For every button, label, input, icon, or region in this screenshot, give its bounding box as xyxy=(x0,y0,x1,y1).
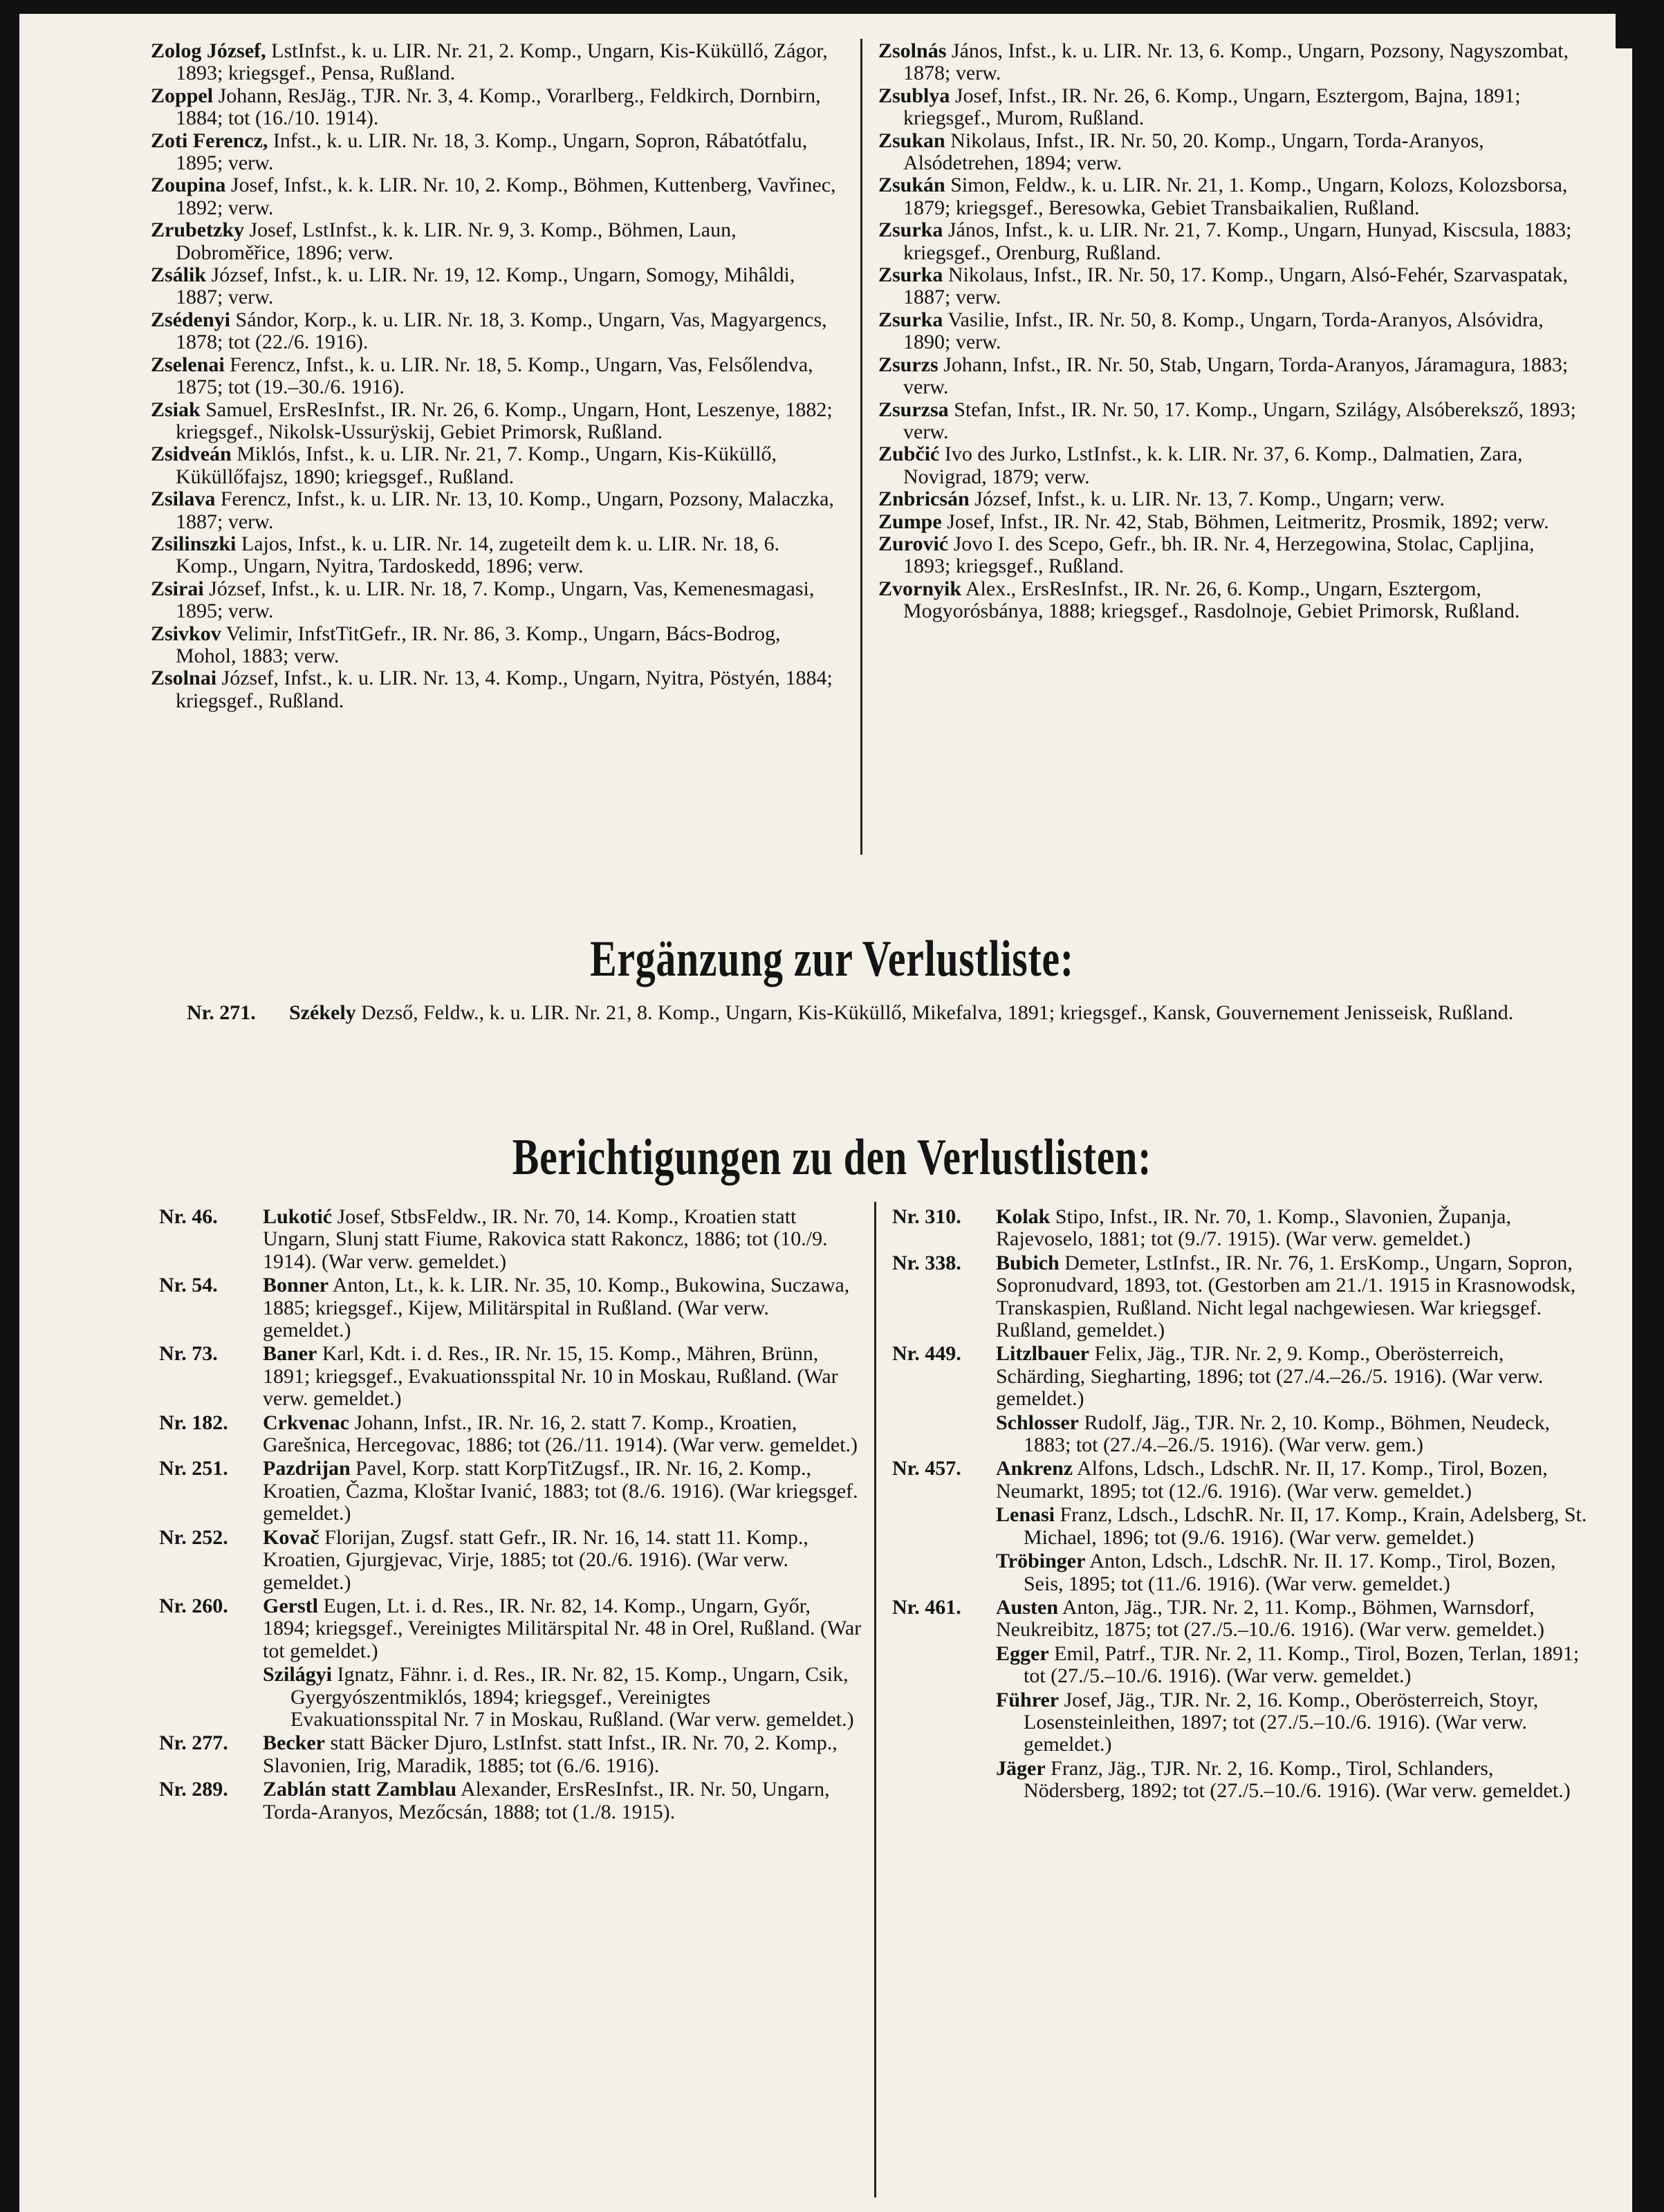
entry-details: Anton, Ldsch., LdschR. Nr. II. 17. Komp., Tirol, Bozen, Seis, 1895; tot (11./6. 1916). (War verw. gemeldet.) xyxy=(1024,1550,1556,1595)
entry-number: Nr. 271. xyxy=(187,1001,256,1024)
list-entry xyxy=(151,354,844,399)
correction-sub-entry xyxy=(892,1643,1588,1688)
scan-border-right xyxy=(1632,0,1664,2212)
entry-surname: Austen xyxy=(996,1595,1059,1619)
entry-surname: Zsurzsa xyxy=(878,398,949,421)
entry-details: Simon, Feldw., k. u. LIR. Nr. 21, 1. Komp., Ungarn, Kolozs, Kolozsborsa, 1879; kriegsgef., Beresowka, Gebiet Transbaikalien, Rußland. xyxy=(903,174,1568,219)
entry-surname: Zsurka xyxy=(878,219,943,242)
entry-details: Stefan, Infst., IR. Nr. 50, 17. Komp., Ungarn, Szilágy, Alsóbereksző, 1893; verw. xyxy=(903,398,1576,443)
entry-surname: Baner xyxy=(263,1342,317,1366)
entry-details: Emil, Patrf., TJR. Nr. 2, 11. Komp., Tirol, Bozen, Terlan, 1891; tot (27./5.–10./6. 1916). (War verw. gemeldet.) xyxy=(1024,1642,1580,1688)
entry-details: Infst., k. u. LIR. Nr. 18, 3. Komp., Ungarn, Sopron, Rábatótfalu, 1895; verw. xyxy=(176,129,808,175)
entry-surname: Bubich xyxy=(996,1251,1060,1274)
entry-details: Josef, Infst., k. k. LIR. Nr. 10, 2. Komp., Böhmen, Kuttenberg, Vavřinec, 1892; verw. xyxy=(176,174,836,219)
entry-number: Nr. 73. xyxy=(159,1342,218,1366)
correction-entry xyxy=(892,1458,1588,1503)
entry-details: Samuel, ErsResInfst., IR. Nr. 26, 6. Komp., Ungarn, Hont, Leszenye, 1882; kriegsgef., Nikolsk-Ussurÿskij, Gebiet Primorsk, Rußland. xyxy=(176,398,833,443)
entry-number: Nr. 277. xyxy=(159,1731,228,1755)
entry-number: Nr. 260. xyxy=(159,1594,228,1617)
correction-entry xyxy=(892,1206,1588,1251)
entry-surname: Zsurzs xyxy=(878,353,939,376)
entry-details: József, Infst., k. u. LIR. Nr. 13, 4. Komp., Ungarn, Nyitra, Pöstyén, 1884; kriegsgef., Rußland. xyxy=(176,667,833,712)
list-entry xyxy=(878,443,1577,488)
entry-details: Alfons, Ldsch., LdschR. Nr. II, 17. Komp., Tirol, Bozen, Neumarkt, 1895; tot (12./6. 1916). (War verw. gemeldet.) xyxy=(996,1457,1548,1503)
entry-surname: Zsolnás xyxy=(878,39,947,62)
column-divider-top xyxy=(860,39,862,855)
entry-number: Nr. 338. xyxy=(892,1251,961,1274)
entry-surname: Zurović xyxy=(878,532,949,555)
entry-details: Jovo I. des Scepo, Gefr., bh. IR. Nr. 4, Herzegowina, Stolac, Capljina, 1893; kriegsgef., Rußland. xyxy=(903,532,1535,578)
entry-surname: Pazdrijan xyxy=(263,1457,351,1480)
list-entry xyxy=(878,399,1577,444)
entry-surname: Zsivkov xyxy=(151,622,221,645)
entry-details: Demeter, LstInfst., IR. Nr. 76, 1. ErsKomp., Ungarn, Sopron, Sopronudvard, 1893, tot. (Gestorben am 21./1. 1915 in Krasnowodsk, Transkaspien, Rußland. Nicht legal nachgewiesen. War kriegsgef. Rußland, gemeldet.) xyxy=(996,1251,1576,1342)
entry-number: Nr. 54. xyxy=(159,1274,218,1297)
correction-entry xyxy=(159,1732,862,1777)
entry-surname: Zoti Ferencz, xyxy=(151,129,268,152)
entry-surname: Zsurka xyxy=(878,308,943,331)
entry-details: Josef, Infst., IR. Nr. 26, 6. Komp., Ungarn, Esztergom, Bajna, 1891; kriegsgef., Murom, Rußland. xyxy=(903,84,1521,130)
supplement-heading: Ergänzung zur Verlustliste: xyxy=(590,931,1074,987)
entry-details: Ferencz, Infst., k. u. LIR. Nr. 18, 5. Komp., Ungarn, Vas, Felsőlendva, 1875; tot (19.–30./6. 1916). xyxy=(176,353,813,399)
list-entry xyxy=(878,488,1577,510)
entry-surname: Crkvenac xyxy=(263,1411,349,1434)
scan-corner xyxy=(1616,0,1664,48)
list-entry xyxy=(878,130,1577,175)
entry-surname: Zsédenyi xyxy=(151,308,231,331)
entry-surname: Szilágyi xyxy=(263,1663,333,1686)
entry-surname: Becker xyxy=(263,1731,325,1755)
entry-number: Nr. 457. xyxy=(892,1457,961,1480)
entry-surname: Lukotić xyxy=(263,1205,333,1228)
entry-details: Ivo des Jurko, LstInfst., k. k. LIR. Nr. 37, 6. Komp., Dalmatien, Zara, Novigrad, 1879; verw. xyxy=(903,443,1523,488)
entry-surname: Jäger xyxy=(996,1756,1046,1780)
entry-details: Ferencz, Infst., k. u. LIR. Nr. 13, 10. Komp., Ungarn, Pozsony, Malaczka, 1887; verw. xyxy=(176,487,834,533)
entry-details: Josef, LstInfst., k. k. LIR. Nr. 9, 3. Komp., Böhmen, Laun, Dobroměřice, 1896; verw. xyxy=(176,219,737,264)
list-entry xyxy=(151,488,844,533)
list-entry xyxy=(151,399,844,444)
entry-surname: Lenasi xyxy=(996,1503,1055,1527)
scan-border-left xyxy=(0,0,19,2212)
entry-surname: Zsálik xyxy=(151,263,207,287)
correction-sub-entry xyxy=(892,1758,1588,1803)
list-entry xyxy=(878,219,1577,264)
entry-surname: Zsidveán xyxy=(151,443,232,466)
entry-details: Anton, Lt., k. k. LIR. Nr. 35, 10. Komp., Bukowina, Suczawa, 1885; kriegsgef., Kijew, Militärspital in Rußland. (War verw. gemeldet.) xyxy=(263,1274,850,1342)
entry-details: Alexander, ErsResInfst., IR. Nr. 50, Ungarn, Torda-Aranyos, Mezőcsán, 1888; tot (1./8. 1915). xyxy=(263,1778,830,1823)
entry-number: Nr. 251. xyxy=(159,1457,228,1480)
entry-number: Nr. 46. xyxy=(159,1205,218,1228)
list-entry xyxy=(151,264,844,309)
entry-surname: Zablán statt Zamblau xyxy=(263,1778,457,1801)
entry-details: LstInfst., k. u. LIR. Nr. 21, 2. Komp., Ungarn, Kis-Küküllő, Zágor, 1893; kriegsgef., Pensa, Rußland. xyxy=(176,39,828,85)
entry-details: Eugen, Lt. i. d. Res., IR. Nr. 82, 14. Komp., Ungarn, Győr, 1894; kriegsgef., Vereinigtes Militärspital Nr. 48 in Orel, Rußland. (War tot gemeldet.) xyxy=(263,1594,862,1662)
entry-details: Johann, Infst., IR. Nr. 50, Stab, Ungarn, Torda-Aranyos, Járamagura, 1883; verw. xyxy=(903,353,1569,399)
correction-entry xyxy=(159,1778,862,1823)
entry-surname: Znbricsán xyxy=(878,487,970,511)
column-divider-bottom xyxy=(874,1202,876,2197)
entry-details: Pavel, Korp. statt KorpTitZugsf., IR. Nr. 16, 2. Komp., Kroatien, Čazma, Kloštar Ivanić, 1883; tot (8./6. 1916). (War kriegsgef. gemeldet.) xyxy=(263,1457,858,1525)
entry-surname: Zsiak xyxy=(151,398,201,421)
entry-details: Josef, Jäg., TJR. Nr. 2, 16. Komp., Oberösterreich, Stoyr, Losensteinleithen, 1897; tot (27./5.–10./6. 1916). (War verw. gemeldet.) xyxy=(1024,1688,1539,1756)
list-entry xyxy=(878,309,1577,354)
list-entry xyxy=(878,354,1577,399)
entry-details: József, Infst., k. u. LIR. Nr. 19, 12. Komp., Ungarn, Somogy, Mihâldi, 1887; verw. xyxy=(176,263,795,309)
list-entry xyxy=(151,174,844,219)
entry-surname: Zsublya xyxy=(878,84,950,107)
scan-border-top xyxy=(0,0,1664,14)
entry-number: Nr. 252. xyxy=(159,1525,228,1549)
entry-details: János, Infst., k. u. LIR. Nr. 13, 6. Komp., Ungarn, Pozsony, Nagyszombat, 1878; verw. xyxy=(903,39,1569,85)
entry-number: Nr. 182. xyxy=(159,1411,228,1434)
entry-details: Anton, Jäg., TJR. Nr. 2, 11. Komp., Böhmen, Warnsdorf, Neukreibitz, 1875; tot (27./5.–10./6. 1916). (War verw. gemeldet.) xyxy=(996,1595,1544,1642)
entry-details: Nikolaus, Infst., IR. Nr. 50, 20. Komp., Ungarn, Torda-Aranyos, Alsódetrehen, 1894; verw. xyxy=(903,129,1484,175)
correction-sub-entry xyxy=(892,1689,1588,1756)
entry-surname: Litzlbauer xyxy=(996,1342,1089,1366)
corrections-right-column xyxy=(892,1206,1588,1804)
correction-entry xyxy=(159,1527,862,1594)
correction-sub-entry xyxy=(892,1550,1588,1595)
correction-entry xyxy=(159,1274,862,1341)
entry-surname: Zsilinszki xyxy=(151,532,237,555)
list-entry xyxy=(151,578,844,623)
list-entry xyxy=(151,667,844,712)
list-entry xyxy=(878,85,1577,130)
entry-surname: Zolog József, xyxy=(151,39,266,62)
entry-surname: Tröbinger xyxy=(996,1550,1086,1573)
entry-details: Franz, Jäg., TJR. Nr. 2, 16. Komp., Tirol, Schlanders, Nödersberg, 1892; tot (27./5.–10./6. 1916). (War verw. gemeldet.) xyxy=(1024,1756,1571,1803)
list-entry xyxy=(151,85,844,130)
entry-surname: Zumpe xyxy=(878,510,942,533)
entry-details: Josef, Infst., IR. Nr. 42, Stab, Böhmen, Leitmeritz, Prosmik, 1892; verw. xyxy=(947,510,1549,533)
list-entry xyxy=(151,443,844,488)
entry-details: Johann, ResJäg., TJR. Nr. 3, 4. Komp., Vorarlberg., Feldkirch, Dornbirn, 1884; tot (16./10. 1914). xyxy=(176,84,821,130)
entry-details: Sándor, Korp., k. u. LIR. Nr. 18, 3. Komp., Ungarn, Vas, Magyargencs, 1878; tot (22./6. 1916). xyxy=(176,308,827,354)
entry-details: Ignatz, Fähnr. i. d. Res., IR. Nr. 82, 15. Komp., Ungarn, Csik, Gyergyószentmiklós, 1894; kriegsgef., Vereinigtes Evakuationsspital Nr. 7 in Moskau, Rußland. (War verw. gemeldet.) xyxy=(290,1663,854,1731)
entry-details: Josef, StbsFeldw., IR. Nr. 70, 14. Komp., Kroatien statt Ungarn, Slunj statt Fiume, Rakovica statt Rakoncz, 1886; tot (10./9. 1914). (War verw. gemeldet.) xyxy=(263,1205,828,1273)
entry-details: János, Infst., k. u. LIR. Nr. 21, 7. Komp., Ungarn, Hunyad, Kiscsula, 1883; kriegsgef., Orenburg, Rußland. xyxy=(903,219,1572,264)
list-entry xyxy=(151,309,844,354)
entry-details: Felix, Jäg., TJR. Nr. 2, 9. Komp., Oberösterreich, Schärding, Siegharting, 1896; tot (27./4.–26./5. 1916). (War verw. gemeldet.) xyxy=(996,1342,1544,1411)
entry-surname: Egger xyxy=(996,1642,1049,1665)
entry-details: Lajos, Infst., k. u. LIR. Nr. 14, zugeteilt dem k. u. LIR. Nr. 18, 6. Komp., Ungarn, Nyitra, Tardoskedd, 1896; verw. xyxy=(176,532,780,578)
entry-details: Vasilie, Infst., IR. Nr. 50, 8. Komp., Ungarn, Torda-Aranyos, Alsóvidra, 1890; verw. xyxy=(903,308,1544,354)
correction-entry xyxy=(159,1595,862,1662)
correction-entry xyxy=(892,1252,1588,1342)
entry-details: Rudolf, Jäg., TJR. Nr. 2, 10. Komp., Böhmen, Neudeck, 1883; tot (27./4.–26./5. 1916). (War verw. gem.) xyxy=(1024,1411,1551,1457)
entry-surname: Zsolnai xyxy=(151,667,217,690)
entry-surname: Zsurka xyxy=(878,263,943,287)
list-entry xyxy=(878,511,1577,533)
casualty-list-left-column xyxy=(151,40,844,712)
entry-details: József, Infst., k. u. LIR. Nr. 18, 7. Komp., Ungarn, Vas, Kemenesmagasi, 1895; verw. xyxy=(176,577,815,623)
correction-entry xyxy=(892,1597,1588,1642)
entry-details: Johann, Infst., IR. Nr. 16, 2. statt 7. Komp., Kroatien, Garešnica, Hercegovac, 1886; tot (26./11. 1914). (War verw. gemeldet.) xyxy=(263,1411,858,1457)
entry-details: statt Bäcker Djuro, LstInfst. statt Infst., IR. Nr. 70, 2. Komp., Slavonien, Irig, Maradik, 1885; tot (6./6. 1916). xyxy=(263,1731,838,1777)
entry-details: Stipo, Infst., IR. Nr. 70, 1. Komp., Slavonien, Županja, Rajevoselo, 1881; tot (9./7. 1915). (War verw. gemeldet.) xyxy=(996,1205,1511,1251)
supplement-entry xyxy=(187,1001,1664,1025)
list-entry xyxy=(878,40,1577,85)
corrections-heading: Berichtigungen zu den Verlustlisten: xyxy=(512,1129,1152,1186)
entry-details: Franz, Ldsch., LdschR. Nr. II, 17. Komp., Krain, Adelsberg, St. Michael, 1896; tot (9./6. 1916). (War verw. gemeldet.) xyxy=(1024,1503,1587,1549)
correction-entry xyxy=(159,1458,862,1525)
correction-sub-entry xyxy=(892,1412,1588,1457)
entry-details: Karl, Kdt. i. d. Res., IR. Nr. 15, 15. Komp., Mähren, Brünn, 1891; kriegsgef., Evakuationsspital Nr. 10 in Moskau, Rußland. (War verw. gemeldet.) xyxy=(263,1342,838,1411)
entry-details: József, Infst., k. u. LIR. Nr. 13, 7. Komp., Ungarn; verw. xyxy=(974,487,1445,511)
entry-number: Nr. 461. xyxy=(892,1595,961,1619)
entry-surname: Zoppel xyxy=(151,84,214,107)
entry-surname: Zoupina xyxy=(151,174,226,197)
entry-surname: Zsirai xyxy=(151,577,204,600)
entry-details: Florijan, Zugsf. statt Gefr., IR. Nr. 16, 14. statt 11. Komp., Kroatien, Gjurgjevac, Virje, 1885; tot (20./6. 1916). (War verw. gemeldet.) xyxy=(263,1525,808,1594)
casualty-list-right-column xyxy=(878,40,1577,623)
correction-entry xyxy=(159,1206,862,1273)
list-entry xyxy=(151,40,844,85)
entry-surname: Zselenai xyxy=(151,353,225,376)
list-entry xyxy=(878,533,1577,578)
entry-surname: Zrubetzky xyxy=(151,219,244,242)
entry-surname: Führer xyxy=(996,1688,1060,1711)
entry-surname: Zubčić xyxy=(878,443,940,466)
entry-surname: Zsukan xyxy=(878,129,945,152)
entry-number: Nr. 289. xyxy=(159,1778,228,1801)
correction-entry xyxy=(159,1412,862,1457)
entry-surname: Kovač xyxy=(263,1525,320,1549)
entry-surname: Zsukán xyxy=(878,174,945,197)
list-entry xyxy=(878,264,1577,309)
entry-details: Alex., ErsResInfst., IR. Nr. 26, 6. Komp., Ungarn, Esztergom, Mogyorósbánya, 1888; kriegsgef., Rasdolnoje, Gebiet Primorsk, Rußland. xyxy=(903,577,1520,623)
corrections-left-column xyxy=(159,1206,862,1825)
entry-details: Miklós, Infst., k. u. LIR. Nr. 21, 7. Komp., Ungarn, Kis-Küküllő, Küküllőfajsz, 1890; kriegsgef., Rußland. xyxy=(176,443,777,488)
list-entry xyxy=(878,174,1577,219)
entry-details: Velimir, InfstTitGefr., IR. Nr. 86, 3. Komp., Ungarn, Bács-Bodrog, Mohol, 1883; verw. xyxy=(176,622,781,667)
correction-entry xyxy=(892,1343,1588,1410)
entry-surname: Zvornyik xyxy=(878,577,962,600)
correction-sub-entry xyxy=(159,1664,862,1731)
correction-entry xyxy=(159,1343,862,1410)
entry-surname: Gerstl xyxy=(263,1594,318,1617)
correction-sub-entry xyxy=(892,1504,1588,1549)
entry-surname: Bonner xyxy=(263,1274,329,1297)
entry-surname: Ankrenz xyxy=(996,1457,1073,1480)
list-entry xyxy=(151,219,844,264)
entry-details: Dezső, Feldw., k. u. LIR. Nr. 21, 8. Komp., Ungarn, Kis-Küküllő, Mikefalva, 1891; kriegsgef., Kansk, Gouvernement Jenisseisk, Rußland. xyxy=(361,1001,1514,1024)
list-entry xyxy=(151,623,844,668)
list-entry xyxy=(151,533,844,578)
list-entry xyxy=(151,130,844,175)
list-entry xyxy=(878,578,1577,623)
entry-number: Nr. 449. xyxy=(892,1342,961,1366)
entry-surname: Zsilava xyxy=(151,487,216,511)
entry-surname: Székely xyxy=(289,1001,356,1024)
entry-surname: Kolak xyxy=(996,1205,1051,1228)
entry-details: Nikolaus, Infst., IR. Nr. 50, 17. Komp., Ungarn, Alsó-Fehér, Szarvaspatak, 1887; verw. xyxy=(903,263,1569,309)
entry-number: Nr. 310. xyxy=(892,1205,961,1228)
entry-surname: Schlosser xyxy=(996,1411,1079,1434)
